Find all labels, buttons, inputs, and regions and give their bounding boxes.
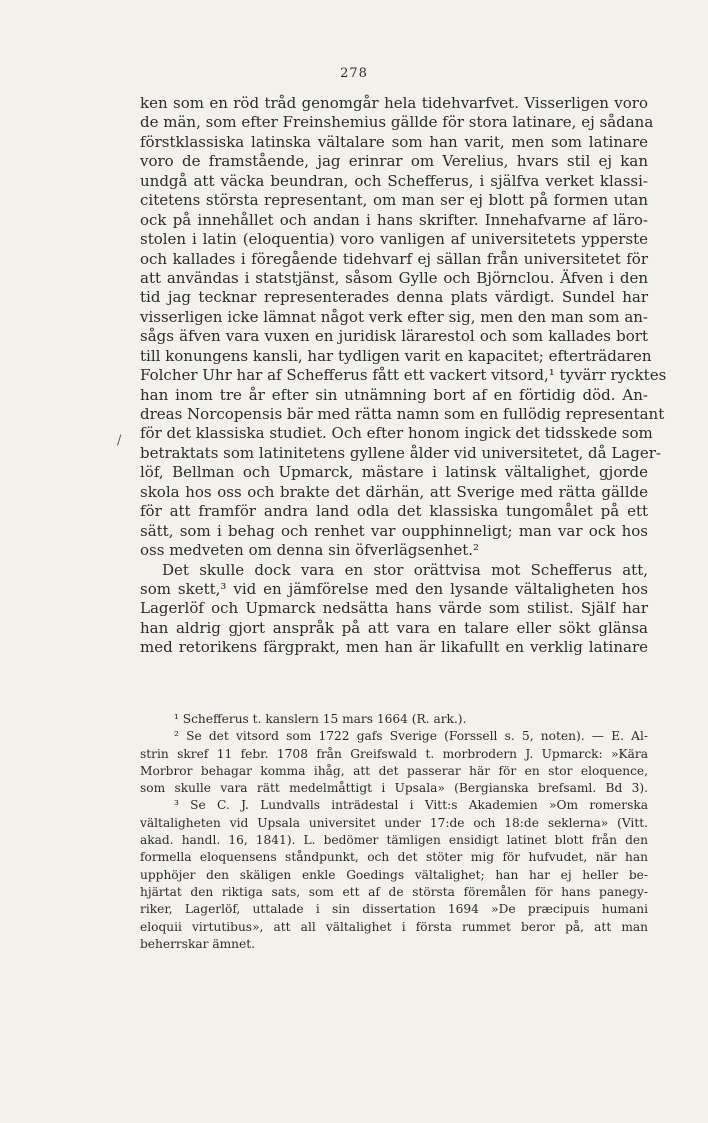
body-line: ken som en röd tråd genomgår hela tidehvarfvet. Visserligen voro [140, 94, 648, 112]
body-line: tid jag tecknar representerades denna plats värdigt. Sundel har [140, 288, 648, 307]
footnotes [140, 711, 648, 953]
footnote-line: hjärtat den riktiga sats, som ett af de största föremålen för hans panegy- [140, 884, 648, 899]
body-line: oss medveten om denna sin öfverlägsenhet.² [140, 541, 480, 560]
body-line: som skett,³ vid en jämförelse med den lysande vältaligheten hos [140, 579, 648, 598]
footnote-line: ² Se det vitsord som 1722 gafs Sverige (Forssell s. 5, noten). — E. Al- [174, 729, 648, 744]
body-line: Folcher Uhr har af Schefferus fått ett vackert vitsord,¹ tyvärr rycktes [140, 366, 667, 385]
body-line: Det skulle dock vara en stor orättvisa mot Schefferus att, [162, 560, 648, 579]
page-number: 278 [340, 66, 368, 81]
body-line: för det klassiska studiet. Och efter honom ingick det tidsskede som [140, 424, 653, 443]
body-line: han inom tre år efter sin utnämning bort af en förtidig död. An- [140, 385, 648, 404]
body-line: att användas i statstjänst, såsom Gylle och Björnclou. Äfven i den [140, 268, 648, 287]
body-line: till konungens kansli, har tydligen varit en kapacitet; efterträdaren [140, 346, 652, 365]
body-line: sågs äfven vara vuxen en juridisk lärarestol och som kallades bort [140, 327, 648, 346]
body-line: visserligen icke lämnat något verk efter sig, men den man som an- [140, 307, 648, 326]
footnote-line: riker, Lagerlöf, uttalade i sin dissertation 1694 »De præcipuis humani [140, 902, 648, 917]
body-line: voro de framstående, jag erinrar om Verelius, hvars stil ej kan [140, 152, 648, 171]
body-line: citetens största representant, om man ser ej blott på formen utan [140, 191, 648, 210]
body-line: undgå att väcka beundran, och Schefferus, i själfva verket klassi- [140, 171, 648, 190]
body-line: löf, Bellman och Upmarck, mästare i latinsk vältalighet, gjorde [140, 463, 648, 482]
body-text [140, 94, 667, 658]
footnote-line: upphöjer den skäligen enkle Goedings vältalighet; han har ej heller be- [140, 867, 648, 882]
body-line: och kallades i föregående tidehvarf ej sällan från universitetet för [140, 249, 648, 268]
body-line: han aldrig gjort anspråk på att vara en talare eller sökt glänsa [140, 618, 648, 637]
body-line: skola hos oss och brakte det därhän, att Sverige med rätta gällde [140, 482, 648, 501]
body-line: Lagerlöf och Upmarck nedsätta hans värde som stilist. Själf har [140, 599, 648, 618]
footnote-line: som skulle vara rätt medelmåttigt i Upsala» (Bergianska brefsaml. Bd 3). [140, 781, 648, 796]
footnote-line: beherrskar ämnet. [140, 936, 255, 951]
body-line: dreas Norcopensis bär med rätta namn som en fullödig representant [140, 405, 665, 423]
footnote-line: eloquii virtutibus», att all vältalighet i första rummet beror på, att man [140, 919, 648, 934]
body-line: stolen i latin (eloquentia) voro vanligen af universitetets ypperste [140, 230, 648, 249]
body-line: förstklassiska latinska vältalare som han varit, men som latinare [140, 132, 648, 151]
footnote-line: ³ Se C. J. Lundvalls inträdestal i Vitt:s Akademien »Om romerska [174, 798, 648, 813]
body-line: för att framför andra land odla det klassiska tungomålet på ett [140, 502, 648, 521]
body-line: betraktats som latinitetens gyllene ålder vid universitetet, då Lager- [140, 443, 661, 462]
margin-pencil-mark: / [117, 433, 122, 448]
footnote-line: akad. handl. 16, 1841). L. bedömer tämligen ensidigt latinet blott från den [140, 833, 648, 848]
body-line: med retorikens färgprakt, men han är likafullt en verklig latinare [140, 638, 648, 657]
footnote-line: formella eloquensens ståndpunkt, och det stöter mig för hufvudet, när han [140, 850, 648, 865]
body-line: ock på innehållet och andan i hans skrifter. Innehafvarne af läro- [140, 210, 648, 229]
footnote-line: Morbror behagar komma ihåg, att det passerar här för en stor eloquence, [140, 763, 648, 778]
footnote-line: strin skref 11 febr. 1708 från Greifswald t. morbrodern J. Upmarck: »Kära [140, 746, 648, 761]
body-line: sätt, som i behag och renhet var oupphinneligt; man var ock hos [140, 521, 648, 540]
footnote-line: ¹ Schefferus t. kanslern 15 mars 1664 (R. ark.). [174, 712, 467, 726]
footnote-line: vältaligheten vid Upsala universitet under 17:de och 18:de seklerna» (Vitt. [140, 815, 648, 830]
body-line: de män, som efter Freinshemius gällde för stora latinare, ej sådana [140, 113, 654, 132]
